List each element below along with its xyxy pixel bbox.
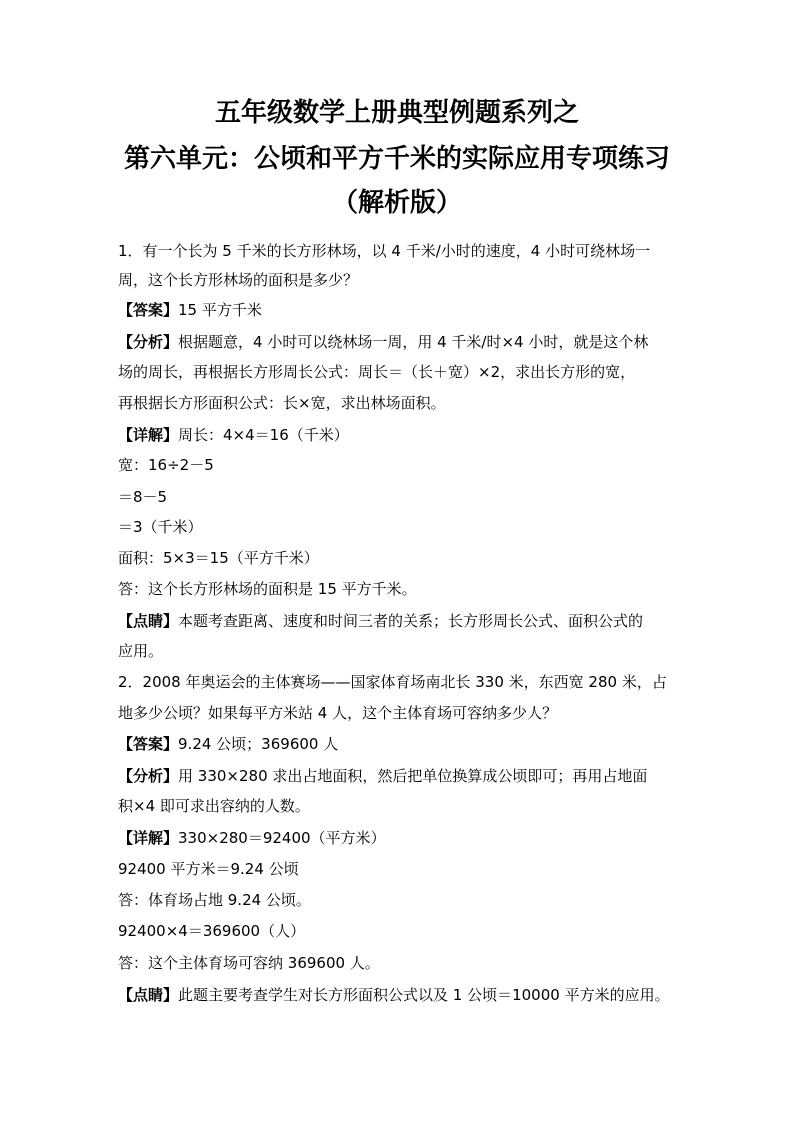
analysis-label: 【分析】 <box>118 333 179 351</box>
analysis-text: 用 330×280 求出占地面积，然后把单位换算成公顷即可；再用占地面 <box>178 767 648 785</box>
q1-comment-line-2: 应用。 <box>118 642 164 660</box>
comment-text: 本题考查距离、速度和时间三者的关系；长方形周长公式、面积公式的 <box>178 612 644 630</box>
q1-detail-line-4: ＝3（千米） <box>118 518 203 536</box>
detail-text: 周长：4×4＝16（千米） <box>178 426 349 444</box>
detail-text: 330×280＝92400（平方米） <box>178 829 386 847</box>
q1-analysis-line-1 <box>118 332 648 352</box>
q1-comment-line-1 <box>118 611 643 631</box>
comment-label: 【点睛】 <box>118 612 179 630</box>
q2-detail-line-1 <box>118 828 386 848</box>
q1-detail-line-2: 宽：16÷2－5 <box>118 456 214 474</box>
q2-detail-line-4: 92400×4＝369600（人） <box>118 922 306 940</box>
q2-analysis-line-2: 积×4 即可求出容纳的人数。 <box>118 797 310 815</box>
q2-stem-line-1: 2．2008 年奥运会的主体赛场——国家体育场南北长 330 米，东西宽 280 米，占 <box>118 673 667 691</box>
q2-answer <box>118 734 338 754</box>
comment-label: 【点睛】 <box>118 986 179 1004</box>
detail-label: 【详解】 <box>118 829 179 847</box>
q2-analysis-line-1 <box>118 766 647 786</box>
answer-text: 15 平方千米 <box>178 301 262 319</box>
q1-detail-line-3: ＝8－5 <box>118 488 168 506</box>
q2-comment-line-1 <box>118 985 670 1005</box>
q1-detail-line-1 <box>118 425 349 445</box>
q2-detail-line-3: 答：体育场占地 9.24 公顷。 <box>118 891 311 909</box>
detail-label: 【详解】 <box>118 426 179 444</box>
doc-title-series: 五年级数学上册典型例题系列之 <box>214 98 579 128</box>
q1-analysis-line-2: 场的周长，再根据长方形周长公式：周长＝（长＋宽）×2，求出长方形的宽， <box>118 363 636 381</box>
q2-stem-line-2: 地多少公顷？如果每平方米站 4 人，这个主体育场可容纳多少人？ <box>118 704 558 722</box>
q1-analysis-line-3: 再根据长方形面积公式：长×宽，求出林场面积。 <box>118 394 446 412</box>
q1-stem-line-1: 1．有一个长为 5 千米的长方形林场，以 4 千米/小时的速度，4 小时可绕林场一 <box>118 242 651 260</box>
q1-detail-line-5: 面积：5×3＝15（平方千米） <box>118 549 319 567</box>
q1-answer <box>118 300 262 320</box>
q1-stem-line-2: 周，这个长方形林场的面积是多少？ <box>118 271 359 289</box>
analysis-text: 根据题意，4 小时可以绕林场一周，用 4 千米/时×4 小时，就是这个林 <box>178 333 649 351</box>
q1-detail-line-6: 答：这个长方形林场的面积是 15 平方千米。 <box>118 580 417 598</box>
answer-label: 【答案】 <box>118 735 179 753</box>
comment-text: 此题主要考查学生对长方形面积公式以及 1 公顷＝10000 平方米的应用。 <box>178 986 670 1004</box>
doc-title-edition: （解析版） <box>331 188 462 218</box>
q2-detail-line-2: 92400 平方米＝9.24 公顷 <box>118 860 299 878</box>
q2-detail-line-5: 答：这个主体育场可容纳 369600 人。 <box>118 954 380 972</box>
doc-title-unit: 第六单元：公顷和平方千米的实际应用专项练习 <box>123 144 670 174</box>
answer-text: 9.24 公顷；369600 人 <box>178 735 339 753</box>
answer-label: 【答案】 <box>118 301 179 319</box>
analysis-label: 【分析】 <box>118 767 179 785</box>
